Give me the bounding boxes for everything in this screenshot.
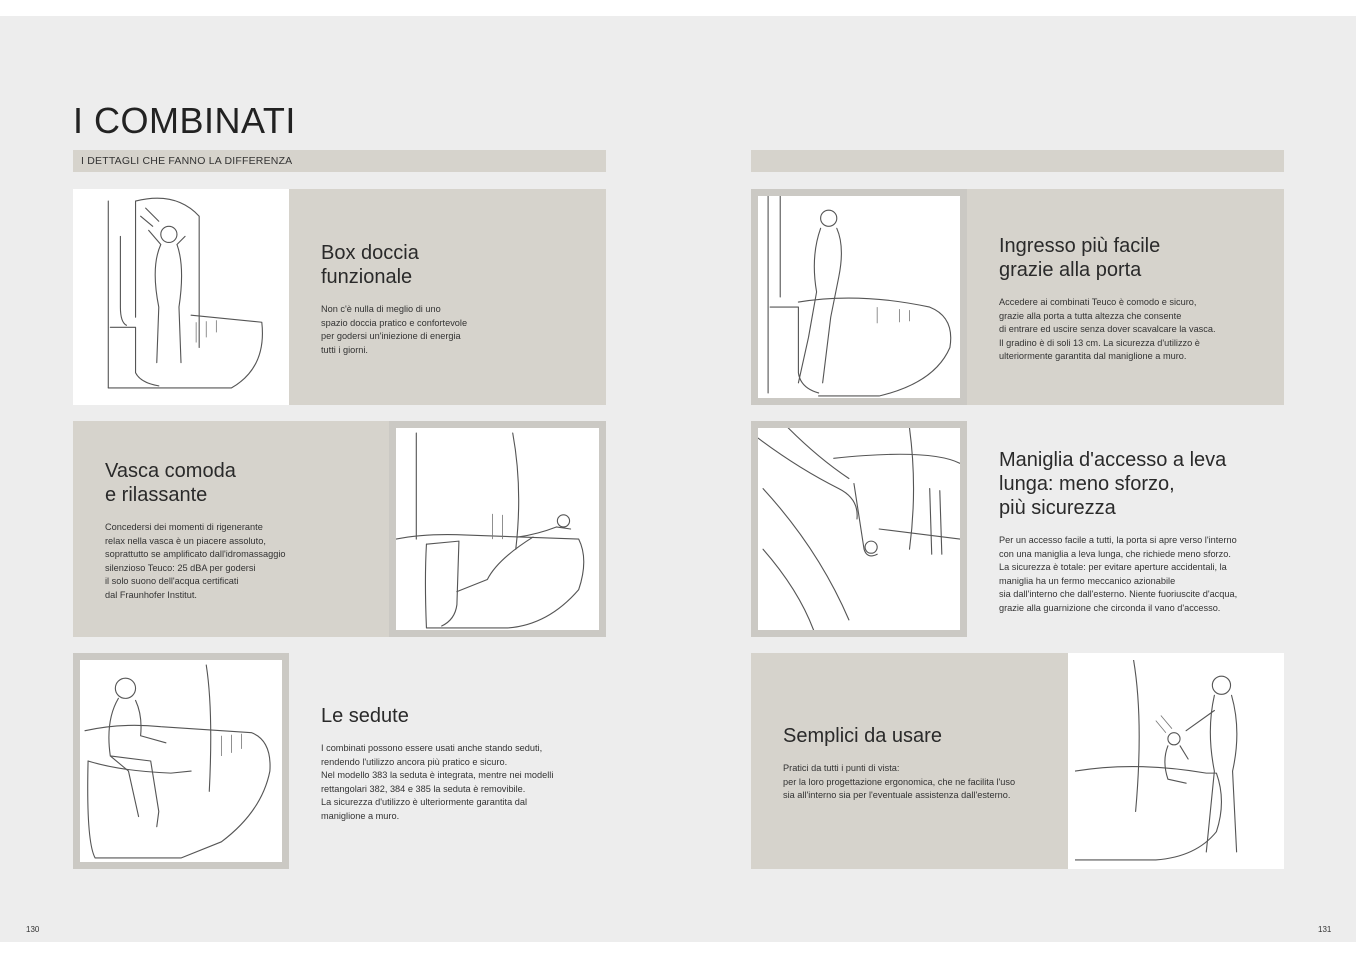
feature-text-easy — [783, 724, 1063, 803]
handle-illustration — [751, 421, 967, 637]
easy-illustration — [1068, 653, 1284, 869]
seat-illustration — [73, 653, 289, 869]
subtitle-bar: I DETTAGLI CHE FANNO LA DIFFERENZA — [73, 150, 606, 172]
feature-heading: Semplici da usare — [783, 725, 942, 747]
door-illustration — [751, 189, 967, 405]
feature-text-shower — [321, 241, 591, 357]
feature-text-tub — [105, 459, 375, 603]
page-number-right: 131 — [1318, 925, 1332, 934]
feature-heading: Maniglia d'accesso a leva lunga: meno sforzo, più sicurezza — [999, 449, 1227, 519]
feature-heading: Le sedute — [321, 705, 409, 727]
right-header-bar — [751, 150, 1284, 172]
feature-text-handle — [999, 448, 1269, 616]
feature-heading: Vasca comoda e rilassante — [105, 460, 236, 506]
page-number-left: 130 — [26, 925, 40, 934]
feature-body: Pratici da tutti i punti di vista: per la loro progettazione ergonomica, che ne facilita l'uso sia all'interno sia per l'eventuale assistenza dall'esterno. — [783, 763, 1016, 801]
feature-text-door — [999, 234, 1269, 364]
feature-heading: Ingresso più facile grazie alla porta — [999, 235, 1161, 281]
feature-body: Concedersi dei momenti di rigenerante relax nella vasca è un piacere assoluto, soprattutto se amplificato dall'idromassaggio silenzioso Teuco: 25 dBA per godersi il solo suono dell'acqua certificati dal Fraunhofer Institut. — [105, 522, 286, 600]
feature-body: Non c'è nulla di meglio di uno spazio doccia pratico e confortevole per godersi un'iniezione di energia tutti i giorni. — [321, 304, 468, 355]
feature-body: Per un accesso facile a tutti, la porta si apre verso l'interno con una maniglia a leva lunga, che richiede meno sforzo. La sicurezza è totale: per evitare aperture accidentali, la maniglia ha un fermo meccanico azionabile sia dall'interno che dall'esterno. Niente fuoriuscite d'acqua, grazie alla guarnizione che circonda il vano d'accesso. — [999, 535, 1238, 613]
feature-body: I combinati possono essere usati anche stando seduti, rendendo l'utilizzo ancora più pratico e sicuro. Nel modello 383 la seduta è integrata, mentre nei modelli rettangolari 382, 384 e 385 la seduta è removibile. La sicurezza d'utilizzo è ulteriormente garantita dal maniglione a muro. — [321, 743, 554, 821]
page-title: I COMBINATI — [73, 100, 296, 141]
tub-illustration — [389, 421, 606, 637]
feature-heading: Box doccia funzionale — [321, 242, 419, 288]
feature-body: Accedere ai combinati Teuco è comodo e sicuro, grazie alla porta a tutta altezza che consente di entrare ed uscire senza dover scavalcare la vasca. Il gradino è di soli 13 cm. La sicurezza d'utilizzo è ulteriormente garantita dal maniglione a muro. — [999, 297, 1216, 362]
shower-illustration — [73, 189, 289, 405]
feature-text-seat — [321, 704, 601, 824]
